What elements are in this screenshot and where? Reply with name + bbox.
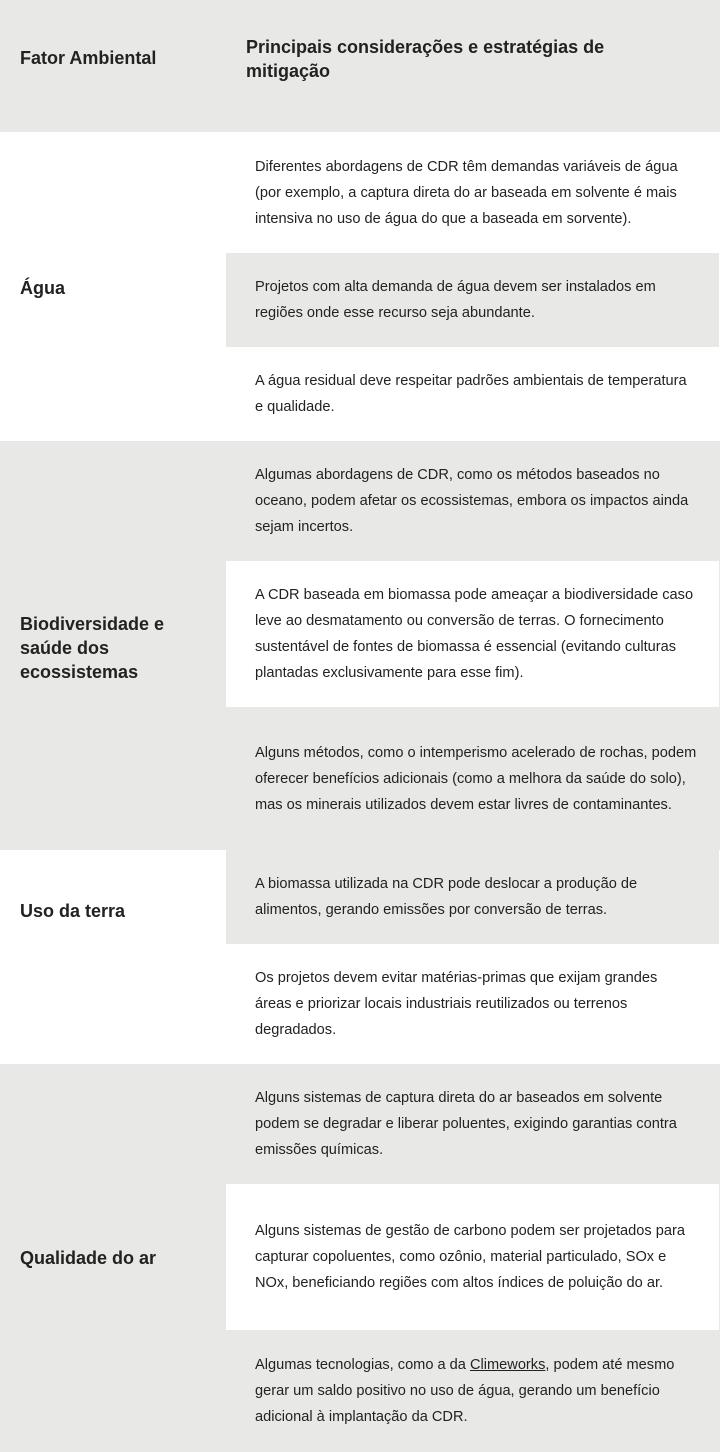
table-header — [0, 0, 720, 132]
table-cell — [226, 1064, 719, 1184]
cell-text: Os projetos devem evitar matérias-primas que exijam grandes áreas e priorizar locais industriais reutilizados ou terrenos degradados. — [255, 970, 658, 1038]
table-cell — [226, 347, 719, 441]
cell-text: A água residual deve respeitar padrões ambientais de temperatura e qualidade. — [255, 373, 687, 415]
cell-text: A CDR baseada em biomassa pode ameaçar a biodiversidade caso leve ao desmatamento ou conversão de terras. O fornecimento sustentável de fontes de biomassa é essencial (evitando culturas plantadas exclusivamente para esse fim). — [255, 587, 694, 681]
cell-text: Alguns sistemas de gestão de carbono podem ser projetados para capturar copoluentes, como ozônio, material particulado, SOx e NOx, beneficiando regiões com altos índices de poluição do ar. — [255, 1223, 685, 1291]
table-cell — [226, 1184, 719, 1330]
row-group-qualidade-do-ar — [0, 1064, 720, 1452]
cell-text-before: Algumas tecnologias, como a da — [255, 1357, 470, 1373]
header-strategies: Principais considerações e estratégias de mitigação — [246, 37, 605, 81]
cell-text: Alguns métodos, como o intemperismo acelerado de rochas, podem oferecer benefícios adicionais (como a melhora da saúde do solo), mas os minerais utilizados devem estar livres de contaminantes. — [255, 744, 697, 813]
factor-label: Água — [20, 278, 65, 298]
table-cell — [226, 132, 719, 253]
cell-text: Algumas abordagens de CDR, como os métodos baseados no oceano, podem afetar os ecossistemas, embora os impactos ainda sejam incertos. — [255, 467, 689, 535]
cell-text: Diferentes abordagens de CDR têm demandas variáveis de água (por exemplo, a captura direta do ar baseada em solvente é mais intensiva no uso de água do que a baseada em sorvente). — [255, 158, 678, 227]
factor-label: Qualidade do ar — [20, 1248, 157, 1268]
cell-text: Alguns sistemas de captura direta do ar baseados em solvente podem se degradar e liberar poluentes, exigindo garantias contra emissões químicas. — [255, 1090, 677, 1158]
factor-label: Biodiversidade e saúde dos ecossistemas — [20, 614, 165, 682]
row-group-uso-da-terra — [0, 850, 720, 1064]
table-cell — [226, 944, 719, 1064]
table-cell — [226, 707, 719, 850]
table-cell — [226, 561, 719, 707]
table-cell — [226, 850, 719, 944]
table-cell — [226, 253, 719, 347]
cell-text — [255, 1352, 697, 1430]
climeworks-link[interactable]: Climeworks — [469, 1357, 546, 1373]
row-group-agua — [0, 132, 720, 441]
cell-text-after: , podem até mesmo gerar um saldo positivo no uso de água, gerando um benefício adicional à implantação da CDR. — [255, 1357, 675, 1425]
row-group-biodiversidade — [0, 441, 720, 850]
header-factor: Fator Ambiental — [20, 48, 157, 68]
table-cell — [226, 1330, 719, 1452]
factor-label: Uso da terra — [20, 901, 126, 921]
cell-text: Projetos com alta demanda de água devem ser instalados em regiões onde esse recurso seja abundante. — [255, 279, 656, 321]
table-cell — [226, 441, 719, 561]
cell-text: A biomassa utilizada na CDR pode deslocar a produção de alimentos, gerando emissões por conversão de terras. — [255, 876, 638, 918]
